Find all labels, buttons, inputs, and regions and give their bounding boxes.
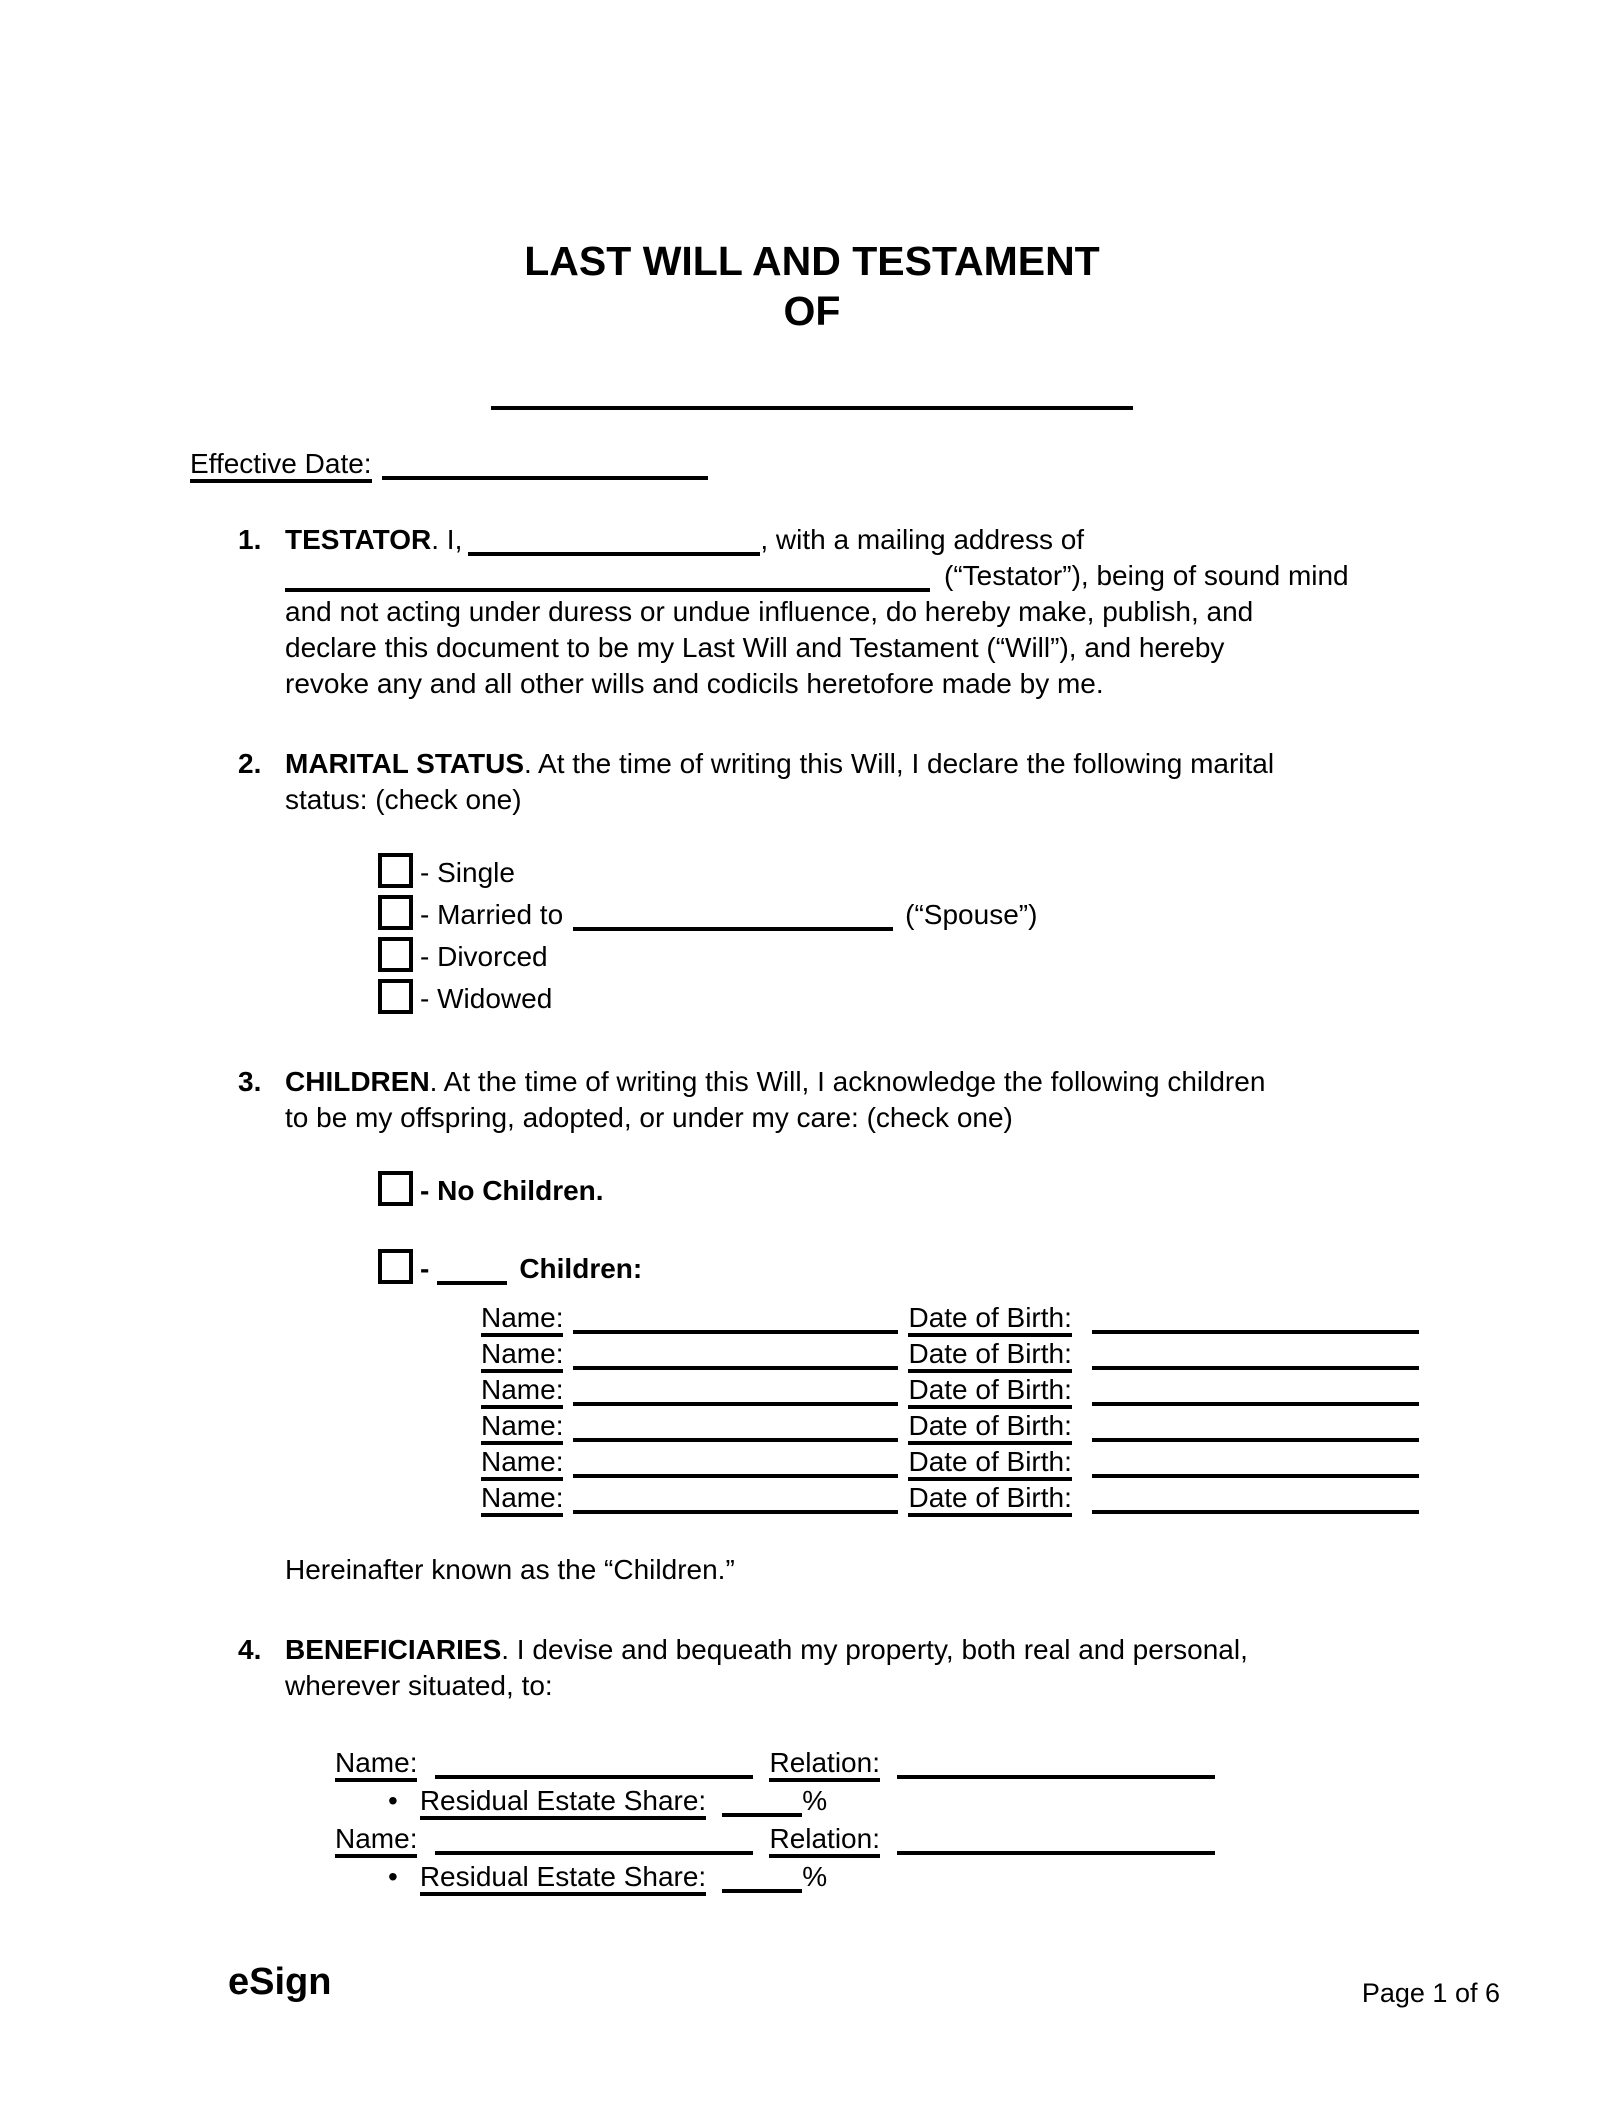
- testator-line-3: and not acting under duress or undue influence, do hereby make, publish, and: [285, 596, 1254, 627]
- effective-date-row: [190, 446, 1624, 482]
- child-row-1: [481, 1300, 1460, 1336]
- marital-line1-text: . At the time of writing this Will, I declare the following marital: [524, 748, 1275, 779]
- married-label: - Married to: [420, 899, 564, 930]
- child-row-3: [481, 1372, 1460, 1408]
- child-dob-label: Date of Birth:: [908, 1338, 1071, 1373]
- testator-line-5: revoke any and all other wills and codicils heretofore made by me.: [285, 668, 1104, 699]
- children-count-blank[interactable]: [437, 1257, 507, 1285]
- widowed-checkbox[interactable]: [378, 979, 413, 1014]
- child-5-dob-blank[interactable]: [1092, 1450, 1419, 1478]
- children-heading: CHILDREN: [285, 1066, 430, 1097]
- residual-share-label: Residual Estate Share:: [420, 1785, 706, 1820]
- child-6-dob-blank[interactable]: [1092, 1486, 1419, 1514]
- child-2-name-blank[interactable]: [573, 1342, 898, 1370]
- single-label: - Single: [420, 857, 515, 888]
- child-name-label: Name:: [481, 1374, 563, 1409]
- document-body: [190, 522, 1460, 1896]
- beneficiary-1-name-blank[interactable]: [435, 1751, 753, 1779]
- page-indicator: Page 1 of 6: [1361, 1978, 1500, 2008]
- testator-heading: TESTATOR: [285, 524, 432, 555]
- section-1-number: 1.: [238, 524, 262, 555]
- child-dob-label: Date of Birth:: [908, 1374, 1071, 1409]
- effective-date-blank[interactable]: [382, 452, 708, 480]
- beneficiary-1-row: [335, 1744, 1460, 1782]
- title-line-1: LAST WILL AND TESTAMENT: [524, 238, 1100, 284]
- child-row-2: [481, 1336, 1460, 1372]
- widowed-label: - Widowed: [420, 983, 553, 1014]
- testator-name-field[interactable]: [468, 528, 760, 556]
- esign-logo: eSign: [228, 1961, 332, 2003]
- beneficiaries-heading: BENEFICIARIES: [285, 1634, 502, 1665]
- testator-line1-text: . I,: [431, 524, 463, 555]
- option-divorced-row: [378, 936, 1460, 978]
- section-3-number: 3.: [238, 1066, 262, 1097]
- residual-share-label: Residual Estate Share:: [420, 1861, 706, 1896]
- document-title: [0, 0, 1624, 336]
- children-label: Children:: [519, 1253, 643, 1284]
- no-children-checkbox[interactable]: [378, 1171, 413, 1206]
- child-3-dob-blank[interactable]: [1092, 1378, 1419, 1406]
- child-row-5: [481, 1444, 1460, 1480]
- single-checkbox[interactable]: [378, 853, 413, 888]
- child-name-label: Name:: [481, 1446, 563, 1481]
- beneficiary-1-share-blank[interactable]: [722, 1789, 802, 1817]
- marital-heading: MARITAL STATUS: [285, 748, 525, 779]
- child-row-4: [481, 1408, 1460, 1444]
- bullet-icon: •: [388, 1785, 398, 1816]
- option-widowed-row: [378, 978, 1460, 1020]
- percent-sign: %: [802, 1861, 828, 1892]
- option-married-row: [378, 894, 1460, 936]
- section-beneficiaries: [190, 1632, 1460, 1896]
- child-4-name-blank[interactable]: [573, 1414, 898, 1442]
- beneficiary-2-name-blank[interactable]: [435, 1827, 753, 1855]
- beneficiary-relation-label: Relation:: [769, 1747, 880, 1782]
- child-dob-label: Date of Birth:: [908, 1302, 1071, 1337]
- child-4-dob-blank[interactable]: [1092, 1414, 1419, 1442]
- beneficiary-2-relation-blank[interactable]: [897, 1827, 1215, 1855]
- child-1-dob-blank[interactable]: [1092, 1306, 1419, 1334]
- testator-line-2: [285, 558, 1460, 594]
- child-row-6: [481, 1480, 1460, 1516]
- option-single-row: [378, 852, 1460, 894]
- option-no-children-row: [378, 1170, 1460, 1212]
- section-2-number: 2.: [238, 748, 262, 779]
- child-2-dob-blank[interactable]: [1092, 1342, 1419, 1370]
- children-line-2: to be my offspring, adopted, or under my care: (check one): [285, 1102, 1013, 1133]
- beneficiary-2-row: [335, 1820, 1460, 1858]
- testator-line-1: [285, 522, 1460, 558]
- child-5-name-blank[interactable]: [573, 1450, 898, 1478]
- testator-line-4: declare this document to be my Last Will and Testament (“Will”), and hereby: [285, 632, 1225, 663]
- beneficiary-name-label: Name:: [335, 1747, 417, 1782]
- spouse-label: (“Spouse”): [905, 899, 1038, 930]
- testator-line2-text: (“Testator”), being of sound mind: [944, 560, 1349, 591]
- child-dob-label: Date of Birth:: [908, 1446, 1071, 1481]
- children-line-1: [285, 1064, 1460, 1100]
- no-children-label: - No Children.: [420, 1175, 604, 1206]
- testator-name-blank[interactable]: [491, 406, 1133, 410]
- option-children-row: [378, 1248, 1460, 1290]
- married-checkbox[interactable]: [378, 895, 413, 930]
- section-marital-status: [190, 746, 1460, 1020]
- child-name-label: Name:: [481, 1302, 563, 1337]
- child-1-name-blank[interactable]: [573, 1306, 898, 1334]
- child-name-label: Name:: [481, 1410, 563, 1445]
- marital-options: [285, 852, 1460, 1020]
- beneficiary-entries: [285, 1744, 1460, 1896]
- child-dob-label: Date of Birth:: [908, 1410, 1071, 1445]
- divorced-checkbox[interactable]: [378, 937, 413, 972]
- marital-line-2: status: (check one): [285, 784, 522, 815]
- section-4-number: 4.: [238, 1634, 262, 1665]
- beneficiary-2-share-row: [388, 1858, 1460, 1896]
- title-line-2: OF: [783, 288, 841, 334]
- children-table: [285, 1300, 1460, 1516]
- beneficiary-name-label: Name:: [335, 1823, 417, 1858]
- percent-sign: %: [802, 1785, 828, 1816]
- child-name-label: Name:: [481, 1482, 563, 1517]
- marital-line-1: [285, 746, 1460, 782]
- beneficiaries-line-2: wherever situated, to:: [285, 1670, 553, 1701]
- effective-date-label: Effective Date:: [190, 448, 372, 483]
- beneficiary-2-share-blank[interactable]: [722, 1865, 802, 1893]
- children-checkbox[interactable]: [378, 1249, 413, 1284]
- section-testator: [190, 522, 1460, 702]
- children-line1-text: . At the time of writing this Will, I acknowledge the following children: [429, 1066, 1266, 1097]
- child-dob-label: Date of Birth:: [908, 1482, 1071, 1517]
- child-name-label: Name:: [481, 1338, 563, 1373]
- hereinafter-note: Hereinafter known as the “Children.”: [285, 1554, 735, 1585]
- beneficiaries-line-1: [285, 1632, 1460, 1668]
- testator-line1-tail: , with a mailing address of: [760, 524, 1085, 555]
- beneficiary-1-relation-blank[interactable]: [897, 1751, 1215, 1779]
- section-children: [190, 1064, 1460, 1588]
- divorced-label: - Divorced: [420, 941, 548, 972]
- spouse-name-blank[interactable]: [573, 903, 893, 931]
- child-6-name-blank[interactable]: [573, 1486, 898, 1514]
- bullet-icon: •: [388, 1861, 398, 1892]
- testator-address-field[interactable]: [285, 564, 930, 592]
- beneficiary-1-share-row: [388, 1782, 1460, 1820]
- beneficiary-relation-label: Relation:: [769, 1823, 880, 1858]
- children-dash: -: [420, 1253, 430, 1284]
- child-3-name-blank[interactable]: [573, 1378, 898, 1406]
- beneficiaries-line1-text: . I devise and bequeath my property, both real and personal,: [501, 1634, 1248, 1665]
